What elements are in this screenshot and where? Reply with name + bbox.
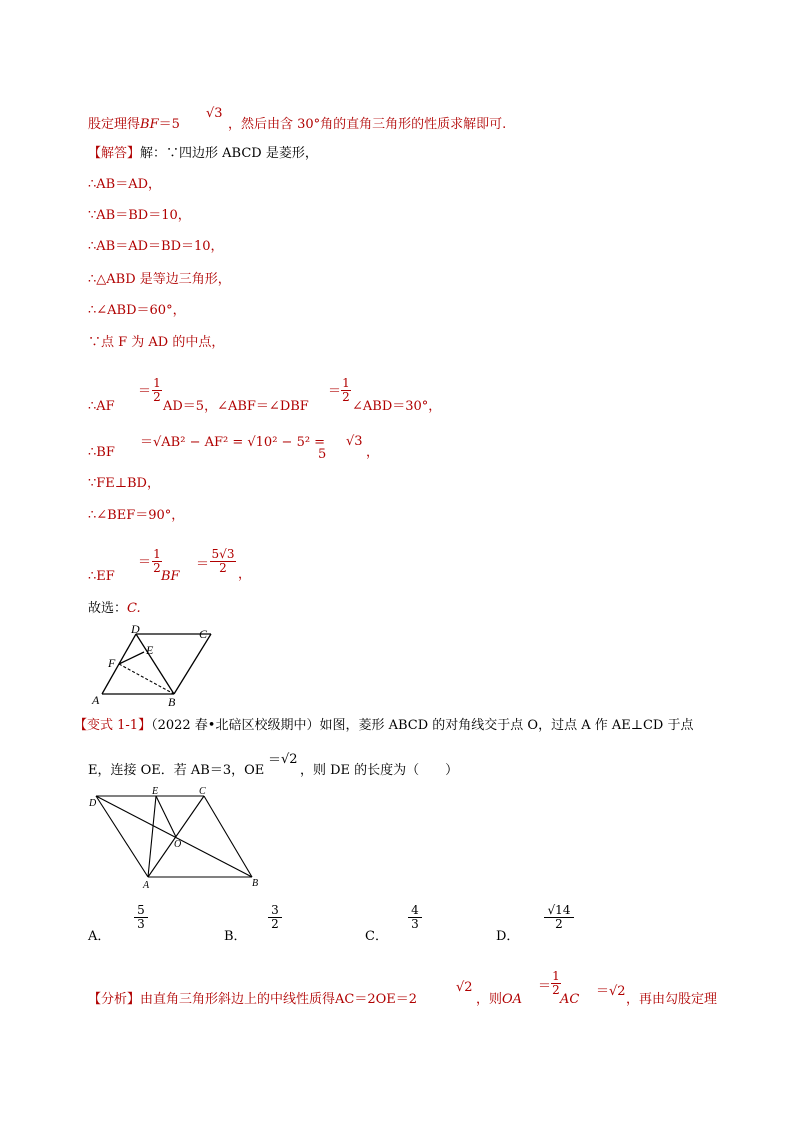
analysis-i: ，再由勾股定理 (626, 992, 718, 1007)
numerator: 1 (153, 376, 161, 390)
denominator: 2 (268, 917, 282, 931)
segment-ae (148, 796, 156, 877)
numerator: 1 (342, 376, 350, 390)
sqrt-3: √3 (346, 434, 363, 449)
variant-text: （2022 春•北碚区校级期中）如图，菱形 ABCD 的对角线交于点 O，过点 A 作 AE⊥CD 于点 (151, 718, 694, 733)
sqrt-2: √2 (456, 980, 473, 995)
line-9-eq2: ＝ (328, 384, 342, 399)
variant-heading (74, 717, 693, 735)
line-13-eq2: ＝ (196, 557, 210, 572)
denominator: 2 (153, 561, 161, 575)
var: OA (502, 992, 523, 1007)
denominator: 2 (210, 561, 236, 575)
label-f: F (108, 656, 116, 670)
label-e: E (146, 643, 154, 657)
line-13-c: BF (161, 569, 180, 584)
answer: C. (127, 601, 141, 616)
option-a-fraction[interactable] (134, 904, 148, 931)
line-8: ∵点 F 为 AD 的中点， (88, 335, 225, 350)
line-10-c: 5 (318, 447, 327, 462)
line-13-eq: ＝ (138, 555, 152, 570)
label-b: B (252, 878, 259, 889)
option-d-label[interactable]: D． (496, 929, 520, 944)
label-a: A (92, 693, 100, 707)
segment-eo (156, 796, 176, 837)
line-5: ∴AB＝AD＝BD＝10， (88, 239, 224, 254)
text: E，连接 OE．若 AB＝3，OE (88, 763, 265, 778)
segment-fb-dashed (119, 664, 174, 694)
denominator: 2 (552, 983, 560, 997)
text: 股定理得 (88, 117, 141, 132)
numerator: 4 (411, 903, 419, 917)
fraction-half (152, 377, 162, 404)
denominator: 2 (342, 390, 350, 404)
label-c: C (199, 627, 208, 641)
line-10-e: ， (366, 445, 380, 460)
analysis-line (88, 991, 417, 1009)
line-6: ∴△ABD 是等边三角形， (88, 272, 231, 287)
answer-text: 解：∵四边形 ABCD 是菱形， (140, 146, 318, 161)
text: 由直角三角形斜边上的中线性质得 (140, 992, 336, 1007)
line-1 (88, 116, 180, 134)
analysis-g: AC (560, 992, 580, 1007)
variant-line-2-rest: ，则 DE 的长度为（ ） (300, 763, 459, 778)
denominator: 2 (153, 390, 161, 404)
numerator: 1 (153, 547, 161, 561)
line-9-c: AD＝5，∠ABF＝∠DBF (163, 399, 309, 414)
numerator: 5 (137, 903, 145, 917)
analysis-eq: ＝ (538, 979, 552, 994)
option-c-label[interactable]: C． (365, 929, 388, 944)
label-e: E (152, 786, 159, 797)
line-14 (88, 600, 141, 618)
line-11: ∵FE⊥BD， (88, 476, 160, 491)
line-4: ∵AB＝BD＝10， (88, 208, 191, 223)
line-10-a: ∴BF (88, 445, 115, 460)
line-12: ∴∠BEF＝90°， (88, 508, 185, 523)
line-1-rest: ，然后由含 30°角的直角三角形的性质求解即可. (228, 117, 507, 132)
label-c: C (199, 786, 206, 797)
variant-line-2 (88, 762, 264, 780)
label-b: B (168, 695, 176, 709)
option-b-label[interactable]: B． (224, 929, 247, 944)
label-o: O (174, 839, 182, 850)
text: 故选： (88, 601, 128, 616)
analysis-d (476, 991, 522, 1009)
var: BF (140, 117, 159, 132)
numerator: √14 (547, 903, 571, 917)
sqrt-3: √3 (206, 106, 223, 121)
line-9-eq: ＝ (138, 384, 152, 399)
numerator: 1 (552, 969, 560, 983)
sqrt-2: √2 (281, 752, 298, 767)
label-d: D (131, 624, 140, 636)
line-10-b: ＝√AB² − AF² = √10² − 5² = (140, 435, 326, 450)
label-d: D (89, 798, 97, 809)
line-9-e: ∠ABD＝30°， (352, 399, 442, 414)
denominator: 3 (134, 917, 148, 931)
option-d-fraction[interactable] (544, 904, 574, 931)
numerator: 5√3 (211, 547, 235, 561)
denominator: 3 (408, 917, 422, 931)
line-7: ∴∠ABD＝60°， (88, 303, 186, 318)
denominator: 2 (544, 917, 574, 931)
analysis-h: ＝√2 (596, 984, 626, 999)
edge-da (96, 796, 148, 877)
line-13-e: ， (238, 567, 252, 582)
option-a-label[interactable]: A． (88, 929, 111, 944)
analysis-tag: 【分析】 (88, 992, 141, 1007)
option-b-fraction[interactable] (268, 904, 282, 931)
text: AC＝2OE＝2 (335, 992, 418, 1007)
variant-eq: ＝ (268, 753, 282, 768)
numerator: 3 (271, 903, 279, 917)
answer-heading (88, 145, 318, 163)
fraction-half-2 (341, 377, 351, 404)
text: ＝5 (158, 117, 180, 132)
diagonal-db (136, 634, 174, 694)
figure-2-rhombus (86, 782, 266, 892)
answer-tag: 【解答】 (88, 146, 141, 161)
option-c-fraction[interactable] (408, 904, 422, 931)
line-3: ∴AB＝AD， (88, 177, 162, 192)
line-13-a: ∴EF (88, 569, 115, 584)
edge-cb (174, 634, 211, 694)
variant-tag: 【变式 1-1】 (74, 718, 152, 733)
fraction-5sqrt3-over-2 (210, 548, 236, 575)
line-9-a: ∴AF (88, 399, 115, 414)
figure-1-rhombus (86, 624, 226, 710)
label-a: A (143, 880, 150, 891)
text: ，则 (476, 992, 503, 1007)
